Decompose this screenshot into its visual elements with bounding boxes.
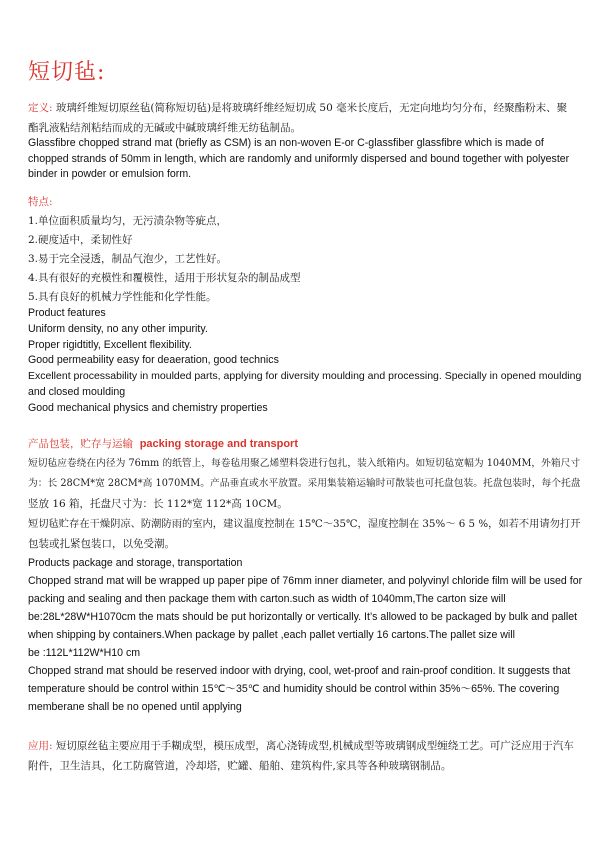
packing-cn-line-5: 包装或扎紧包装口，以免受潮。 [28, 538, 175, 550]
features-en-item-2: Proper rigidtitly, Excellent flexibility. [28, 338, 192, 351]
packing-heading [28, 434, 584, 454]
packing-en-line-6: Chopped strand mat should be reserved indoor with drying, cool, wet-proof and rain-proof condition. It suggests that [28, 665, 571, 677]
packing-cn-line-1: 短切毡应卷绕在内径为 76mm 的纸管上，每卷毡用聚乙烯塑料袋进行包扎，装入纸箱内。如短切毡宽幅为 1040MM，外箱尺寸 [28, 458, 581, 469]
features-en-heading: Product features [28, 307, 106, 319]
application-section [28, 736, 584, 776]
features-en-item-1: Uniform density, no any other impurity. [28, 322, 208, 335]
packing-en-line-4: when shipping by containers.When package by pallet ,each pallet vertially 16 cartons.The pallet size will [28, 629, 515, 641]
application-cn-line-2: 附件，卫生洁具，化工防腐管道，冷却塔，贮罐、船舶、建筑构件,家具等各种玻璃钢制品。 [28, 760, 452, 772]
packing-en-line-5: be :112L*112W*H10 cm [28, 647, 141, 659]
packing-label-en: packing storage and transport [139, 438, 298, 450]
features-en-item-3: Good permeability easy for deaeration, good technics [28, 354, 279, 367]
packing-en-line-2: packing and sealing and then package them with carton.such as width of 1040mm,The carton size will [28, 593, 506, 605]
features-en-item-5: and closed moulding [28, 385, 126, 398]
definition-en-line-3: binder in powder or emulsion form. [28, 168, 192, 180]
application-label: 应用: [28, 740, 53, 752]
features-label: 特点: [28, 196, 53, 208]
packing-en-line-3: be:28L*28W*H1070cm the mats should be put horizontally or vertically. It’s allowed to be packaged by bulk and pallet [28, 611, 578, 623]
features-cn-item-2: 2.硬度适中，柔韧性好 [28, 234, 133, 246]
packing-label-cn: 产品包装，贮存与运输 [28, 438, 133, 450]
definition-label: 定义: [28, 102, 53, 114]
packing-en-line-8: memberane shall be no opened until applying [28, 701, 242, 713]
features-en-item-6: Good mechanical physics and chemistry properties [28, 401, 268, 414]
definition-en-line-2: chopped strands of 50mm in length, which are randomly and uniformly dispersed and bound together with polyester [28, 152, 570, 165]
packing-cn-line-3: 竖放 16 箱，托盘尺寸为：长 112*宽 112*高 10CM。 [28, 498, 288, 510]
packing-en-line-7: temperature should be control within 15℃～35℃ and humidity should be control within 35%～65%. The covering [28, 683, 560, 695]
features-cn-item-3: 3.易于完全浸透，制品气泡少，工艺性好。 [28, 253, 228, 265]
packing-cn-line-2: 为：长 28CM*宽 28CM*高 1070MM。产品垂直或水平放置。采用集装箱运输时可散装也可托盘包装。托盘包装时，每个托盘 [28, 478, 581, 489]
definition-cn-line-1: 定义: 玻璃纤维短切原丝毡(简称短切毡)是将玻璃纤维经短切成 50 毫米长度后，无定向地均匀分布，经聚酯粉末、聚 [28, 102, 568, 114]
packing-section [28, 434, 584, 716]
features-cn-item-4: 4.具有很好的充模性和覆模性，适用于形状复杂的制品成型 [28, 272, 301, 284]
definition-cn-line-2: 酯乳液粘结剂粘结而成的无碱或中碱玻璃纤维无纺毡制品。 [28, 122, 301, 134]
features-cn-item-1: 1.单位面积质量均匀，无污渍杂物等疵点， [28, 215, 228, 227]
features-en-section [28, 306, 584, 417]
application-cn-line-1: 应用: 短切原丝毡主要应用于手糊成型，模压成型，离心浇铸成型,机械成型等玻璃钢成型缠绕工艺。可广泛应用于汽车 [28, 740, 574, 752]
definition-section [28, 98, 584, 183]
packing-en-heading: Products package and storage, transportation [28, 557, 243, 569]
packing-cn-line-4: 短切毡贮存在干燥阴凉、防潮防雨的室内，建议温度控制在 15℃～35℃，湿度控制在 35%～ 6 5 %，如若不用请勿打开 [28, 518, 581, 530]
features-cn-item-5: 5.具有良好的机械力学性能和化学性能。 [28, 291, 217, 303]
packing-en-line-1: Chopped strand mat will be wrapped up paper pipe of 76mm inner diameter, and polyvinyl chloride film will be used for [28, 575, 583, 587]
features-section [28, 192, 584, 307]
features-en-item-4: Excellent processability in moulded parts, applying for diversity moulding and processing. Specially in opened moulding [28, 370, 582, 383]
definition-en-line-1: Glassfibre chopped strand mat (briefly as CSM) is an non-woven E-or C-glassfiber glassfibre which is made of [28, 137, 544, 149]
page-title: 短切毡: [28, 60, 106, 85]
